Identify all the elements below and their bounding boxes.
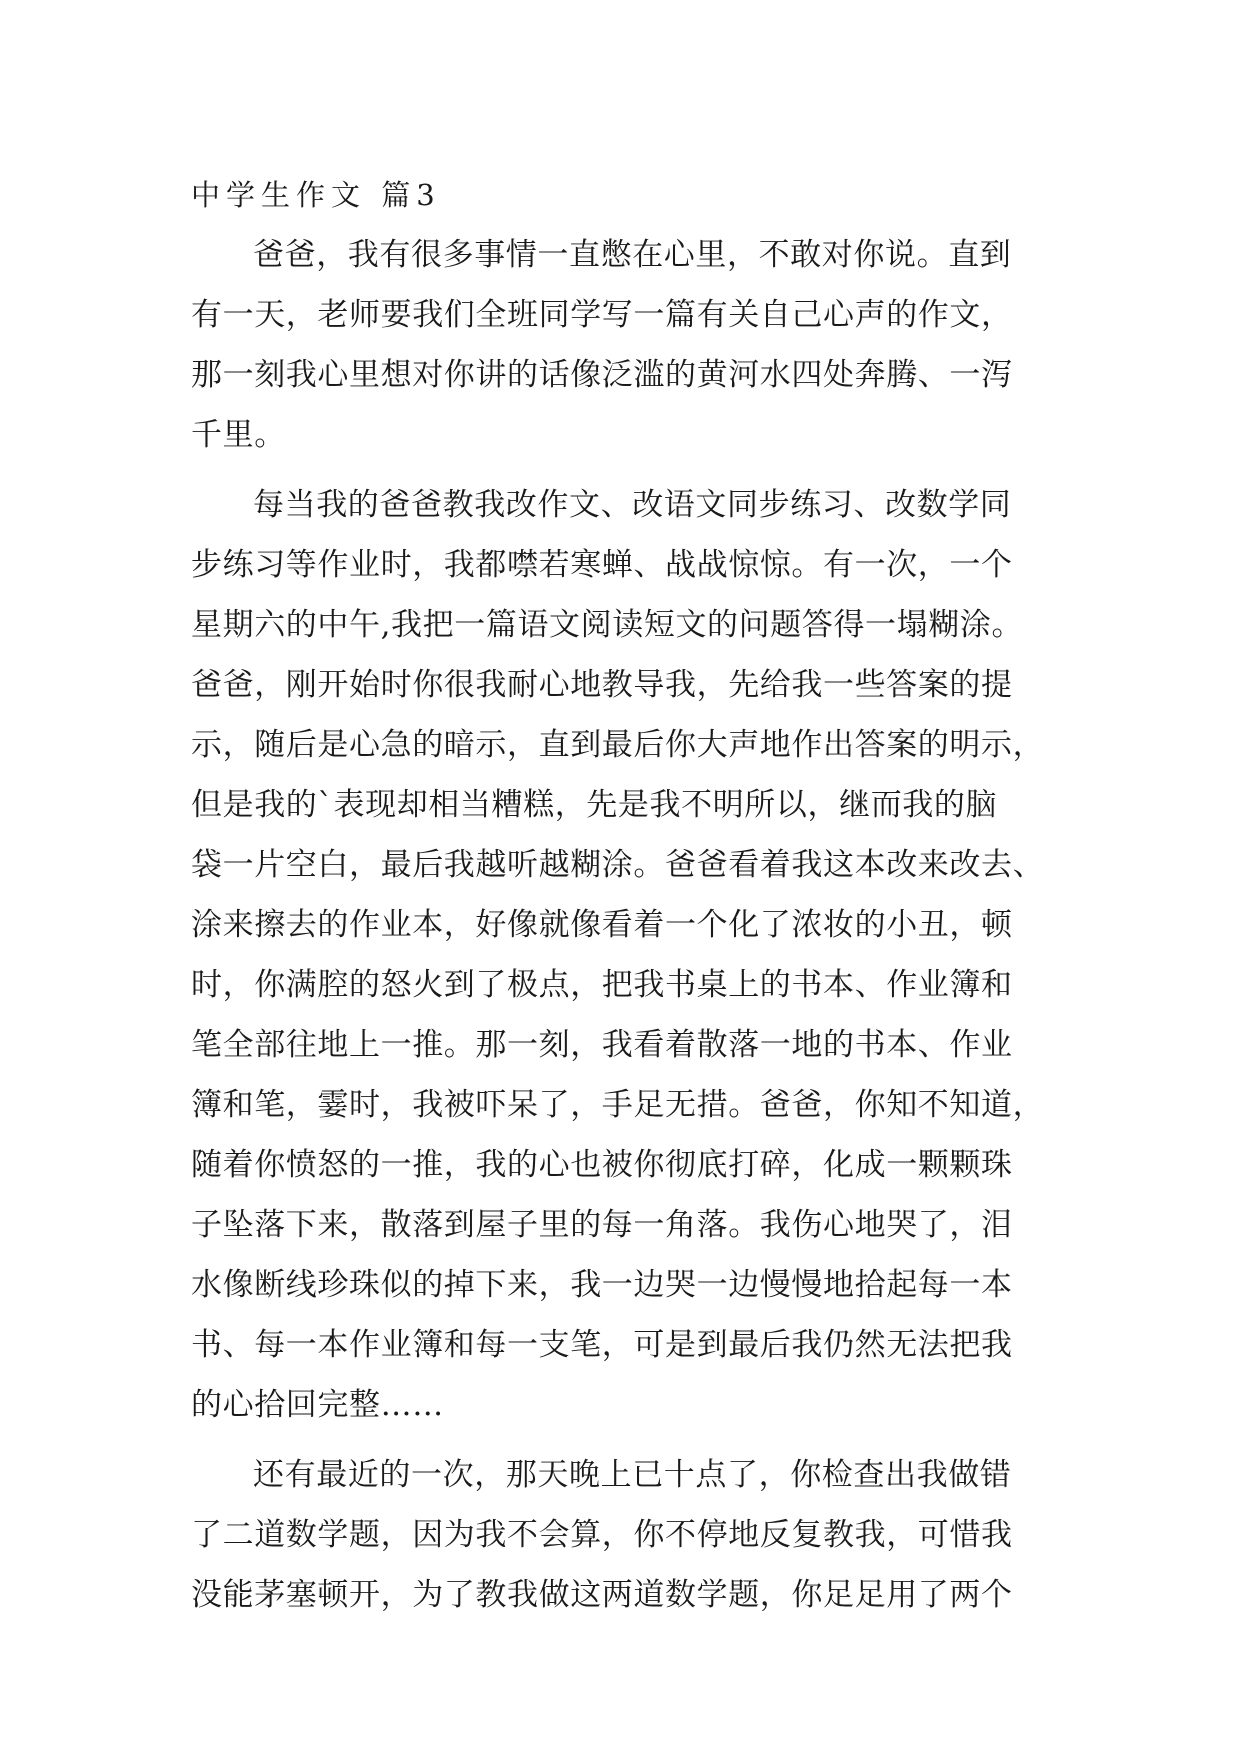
text-line: 星期六的中午,我把一篇语文阅读短文的问题答得一塌糊涂。: [191, 607, 1024, 643]
document-body: [191, 165, 1051, 1625]
text-line: 每当我的爸爸教我改作文、改语文同步练习、改数学同: [253, 487, 1012, 523]
text-line: 了二道数学题，因为我不会算，你不停地反复教我，可惜我: [191, 1517, 1013, 1553]
text-line: 示，随后是心急的暗示，直到最后你大声地作出答案的明示，: [191, 727, 1045, 763]
text-line: 袋一片空白，最后我越听越糊涂。爸爸看着我这本改来改去、: [191, 847, 1045, 883]
text-line: 书、每一本作业簿和每一支笔，可是到最后我仍然无法把我: [191, 1327, 1013, 1363]
paragraph-spacer: [191, 1435, 1051, 1445]
text-line: 步练习等作业时，我都噤若寒蝉、战战惊惊。有一次，一个: [191, 547, 1013, 583]
text-line: 还有最近的一次，那天晚上已十点了，你检查出我做错: [253, 1457, 1012, 1493]
text-line: 那一刻我心里想对你讲的话像泛滥的黄河水四处奔腾、一泻: [191, 357, 1013, 393]
paragraph-3: [191, 1445, 1051, 1625]
text-line: 随着你愤怒的一推，我的心也被你彻底打碎，化成一颗颗珠: [191, 1147, 1013, 1183]
text-line: 爸爸，刚开始时你很我耐心地教导我，先给我一些答案的提: [191, 667, 1013, 703]
text-line: 水像断线珍珠似的掉下来，我一边哭一边慢慢地拾起每一本: [191, 1267, 1013, 1303]
text-line: 笔全部往地上一推。那一刻，我看着散落一地的书本、作业: [191, 1027, 1013, 1063]
text-line: 子坠落下来，散落到屋子里的每一角落。我伤心地哭了，泪: [191, 1207, 1013, 1243]
text-line: 簿和笔，霎时，我被吓呆了，手足无措。爸爸，你知不知道，: [191, 1087, 1045, 1123]
text-line: 时，你满腔的怒火到了极点，把我书桌上的书本、作业簿和: [191, 967, 1013, 1003]
paragraph-1: [191, 225, 1051, 465]
text-line: 的心拾回完整……: [191, 1387, 444, 1423]
text-line: 爸爸，我有很多事情一直憋在心里，不敢对你说。直到: [253, 237, 1012, 273]
document-title: 中学生作文 篇3: [191, 178, 441, 212]
text-line: 但是我的`表现却相当糟糕，先是我不明所以，继而我的脑: [191, 787, 998, 823]
paragraph-2: [191, 475, 1051, 1435]
text-line: 没能茅塞顿开，为了教我做这两道数学题，你足足用了两个: [191, 1577, 1013, 1613]
text-line: 有一天，老师要我们全班同学写一篇有关自己心声的作文，: [191, 297, 1013, 333]
text-line: 涂来擦去的作业本，好像就像看着一个化了浓妆的小丑，顿: [191, 907, 1013, 943]
text-line: 千里。: [191, 417, 286, 453]
paragraph-spacer: [191, 465, 1051, 475]
